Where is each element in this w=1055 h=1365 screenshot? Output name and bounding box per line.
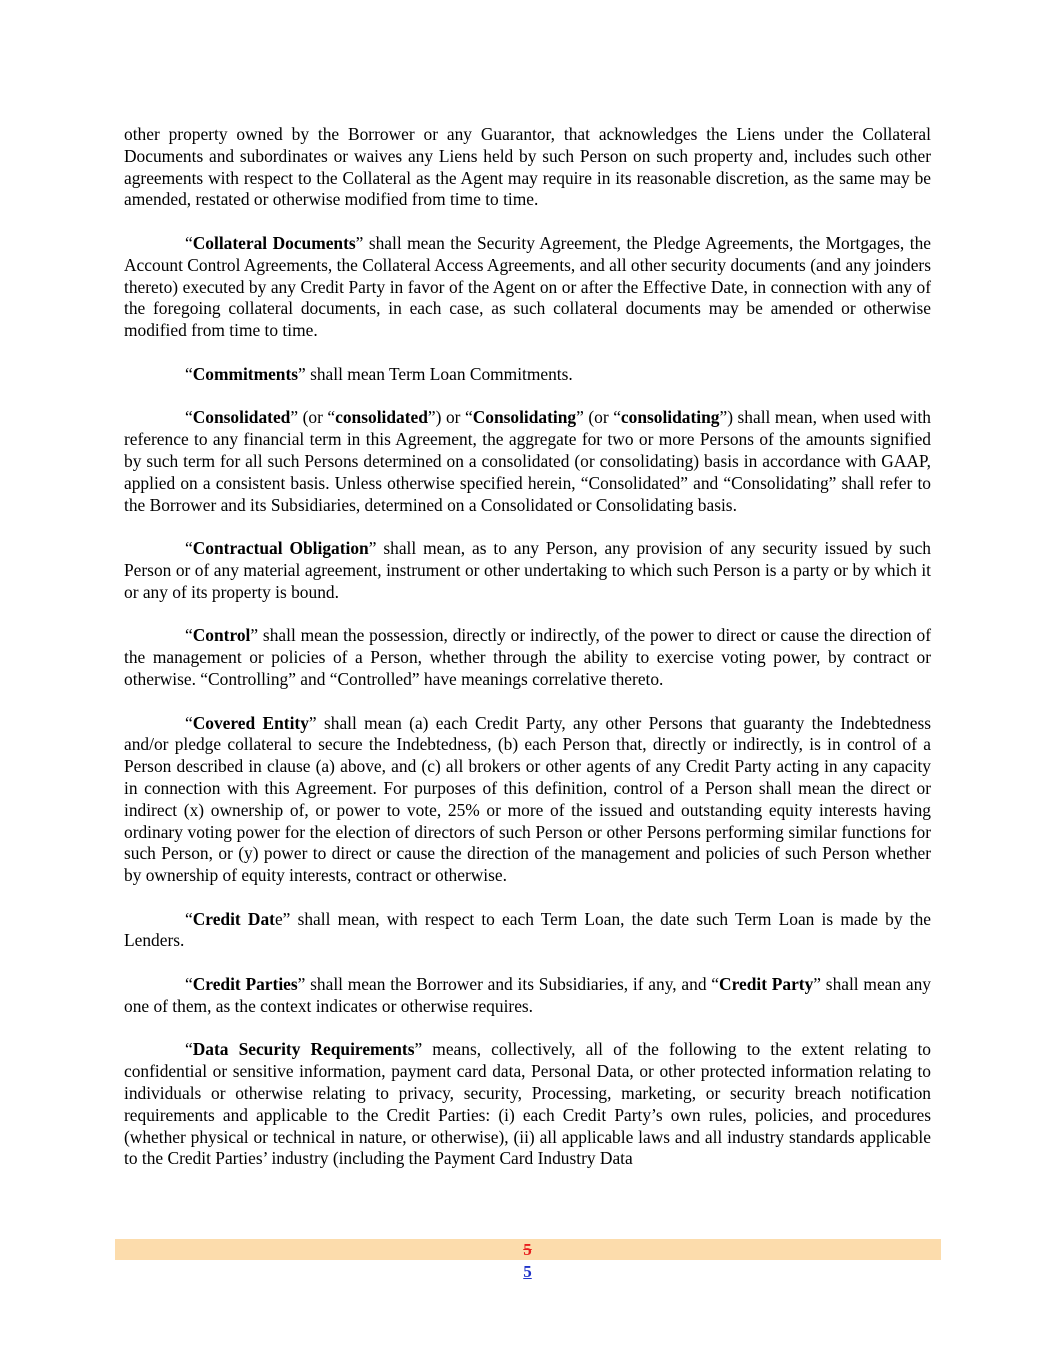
definition-text: ” (or “ (576, 407, 621, 428)
paragraph-continuation (124, 124, 931, 211)
open-quote: “ (185, 232, 193, 253)
definition-text: ” means, collectively, all of the following to the extent relating to confidential or sensitive information, payment card data, Personal Data, or other protected information relating to individuals or otherwise relating to privacy, security, Processing, marketing, or security breach notification requirements and applicable to the Credit Parties: (i) each Credit Party’s own rules, policies, and procedures (whether physical or technical in nature, or otherwise), (ii) all applicable laws and all industry standards applicable to the Credit Parties’ industry (including the Payment Card Industry Data (124, 1039, 931, 1169)
definition-credit-date (124, 909, 931, 953)
definition-text: ” shall mean the Security Agreement, the Pledge Agreements, the Mortgages, the Account Control Agreements, the Collateral Access Agreements, and all other security documents (and any joinders thereto) executed by any Credit Party in favor of the Agent on or after the Effective Date, in connection with any of the foregoing collateral documents, in each case, as such collateral documents may be amended or otherwise modified from time to time. (124, 232, 931, 341)
definition-covered-entity (124, 713, 931, 887)
open-quote: “ (185, 538, 193, 559)
definition-data-security-requirements (124, 1039, 931, 1170)
definition-text: ” shall mean any one of them, as the context indicates or otherwise requires. (124, 974, 931, 1016)
document-body (124, 124, 931, 1192)
definition-collateral-documents (124, 233, 931, 342)
definition-consolidated (124, 407, 931, 516)
definition-text: ” shall mean Term Loan Commitments. (298, 363, 573, 384)
defined-term: Collateral Documents (192, 232, 356, 253)
defined-term: Control (192, 625, 251, 646)
defined-term: consolidating (620, 407, 720, 428)
definition-text: ”) or “ (427, 407, 473, 428)
open-quote: “ (185, 908, 193, 929)
definition-text: ” shall mean, as to any Person, any provision of any security issued by such Person or of any material agreement, instrument or other undertaking to which such Person is a party or by which it or any of its property is bound. (124, 538, 931, 602)
defined-term: Credit Parties (192, 974, 298, 995)
defined-term: Data Security Requirements (192, 1039, 415, 1060)
definition-credit-parties (124, 974, 931, 1018)
open-quote: “ (185, 625, 193, 646)
definition-text: ”) shall mean, when used with reference to any financial term in this Agreement, the aggregate for two or more Persons of the amounts signified by such term for all such Persons determined on a consolidated (or consolidating) basis in accordance with GAAP, applied on a consistent basis. Unless otherwise specified herein, “Consolidated” and “Consolidating” shall refer to the Borrower and its Subsidiaries, determined on a Consolidated or Consolidating basis. (124, 407, 931, 515)
defined-term: Consolidating (472, 407, 577, 428)
definition-text: ” shall mean the Borrower and its Subsidiaries, if any, and “ (297, 974, 720, 995)
defined-term: Covered Entity (192, 712, 309, 733)
defined-term: consolidated (335, 407, 428, 428)
open-quote: “ (185, 363, 193, 384)
definition-contractual-obligation (124, 538, 931, 603)
defined-term: Commitments (192, 363, 299, 384)
page-number-deleted: 5 (523, 1240, 532, 1259)
defined-term: Contractual Obligation (192, 538, 369, 559)
definition-text: ” (or “ (290, 407, 336, 428)
page-number-inserted: 5 (523, 1262, 532, 1281)
definition-text: ” shall mean (a) each Credit Party, any other Persons that guaranty the Indebtedness and/or pledge collateral to secure the Indebtedness, (b) each Person that, directly or indirectly, is in control of a Person described in clause (a) above, and (c) all brokers or other agents of any Credit Party acting in any capacity in connection with this Agreement. For purposes of this definition, control of a Person shall mean the direct or indirect (x) ownership of, or power to vote, 25% or more of the issued and outstanding equity interests having ordinary voting power for the election of directors of such Person or other Persons performing similar functions for such Person, or (y) power to direct or cause the direction of the management and policies of such Person whether by ownership of equity interests, contract or otherwise. (124, 712, 931, 886)
definition-text: e” shall mean, with respect to each Term Loan, the date such Term Loan is made by the Lenders. (124, 908, 932, 951)
defined-term: Credit Party (719, 974, 814, 995)
definition-control (124, 625, 931, 690)
definition-commitments (124, 364, 931, 386)
defined-term: Credit Dat (192, 908, 275, 929)
open-quote: “ (185, 1039, 193, 1060)
open-quote: “ (185, 712, 193, 733)
open-quote: “ (185, 974, 193, 995)
definition-text: ” shall mean the possession, directly or indirectly, of the power to direct or cause the direction of the management or policies of a Person, whether through the ability to exercise voting power, by contract or otherwise. “Controlling” and “Controlled” have meanings correlative thereto. (124, 625, 931, 689)
defined-term: Consolidated (192, 407, 291, 428)
open-quote: “ (185, 407, 193, 428)
paragraph-text: other property owned by the Borrower or any Guarantor, that acknowledges the Liens under the Collateral Documents and subordinates or waives any Liens held by such Person on such property and, includes such other agreements with respect to the Collateral as the Agent may require in its reasonable discretion, as the same may be amended, restated or otherwise modified from time to time. (124, 124, 931, 210)
